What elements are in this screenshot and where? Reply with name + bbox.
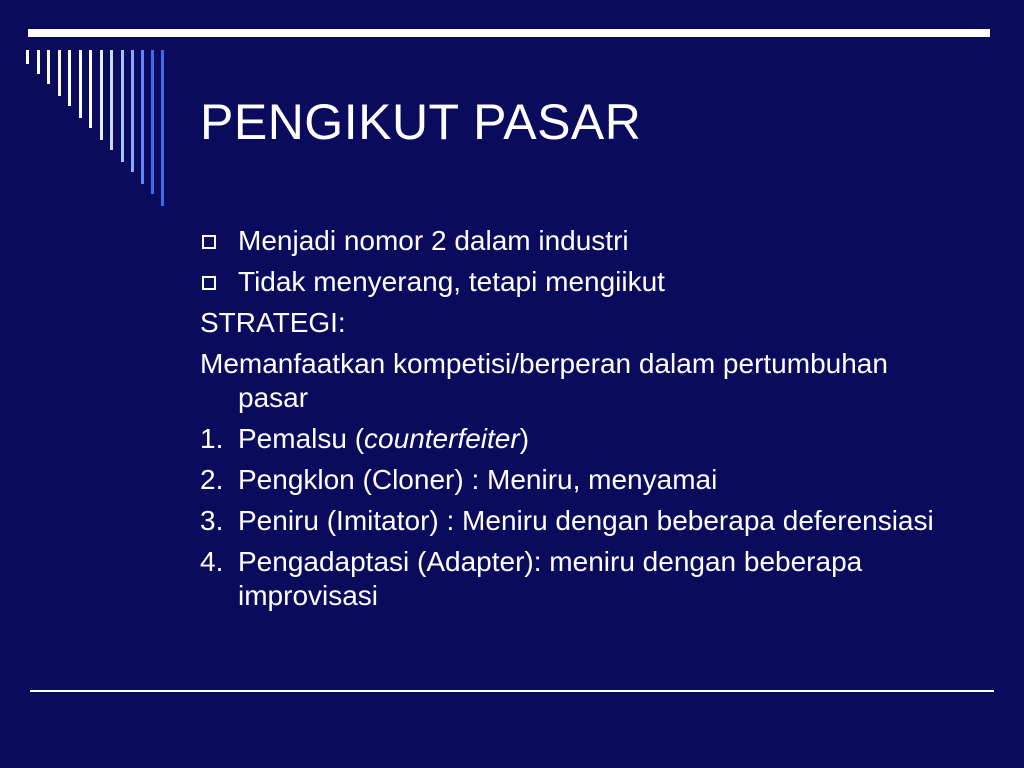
item-number: 4. (200, 546, 224, 577)
stripe (100, 50, 103, 140)
slide-body (200, 224, 940, 620)
item-text: Pengadaptasi (Adapter): meniru dengan beberapa improvisasi (238, 546, 863, 611)
slide-title: PENGIKUT PASAR (200, 94, 642, 150)
decorative-stripes (0, 0, 180, 210)
stripe (26, 50, 29, 64)
bottom-divider-line (30, 690, 994, 692)
numbered-item (200, 463, 940, 497)
bullet-text: Tidak menyerang, tetapi mengiikut (238, 266, 665, 297)
bullet-item (200, 265, 940, 299)
numbered-item (200, 504, 940, 538)
item-text: Pengklon (Cloner) : Meniru, menyamai (238, 464, 718, 495)
stripe (58, 50, 61, 96)
stripe (141, 50, 144, 184)
stripe (161, 50, 164, 206)
bullet-item (200, 224, 940, 258)
hollow-square-bullet-icon (202, 235, 216, 249)
strategy-heading: STRATEGI: (200, 307, 346, 338)
stripe (37, 50, 40, 74)
stripe (89, 50, 92, 128)
item-italic-text: counterfeiter (364, 423, 520, 454)
numbered-item (200, 545, 940, 613)
item-number: 3. (200, 505, 224, 536)
hollow-square-bullet-icon (202, 276, 216, 290)
strategy-text: Memanfaatkan kompetisi/berperan dalam pertumbuhan pasar (200, 348, 888, 413)
item-text-end: ) (519, 423, 530, 454)
stripe (110, 50, 113, 150)
stripe (79, 50, 82, 118)
stripe (68, 50, 71, 106)
item-text: Pemalsu ( (238, 423, 365, 454)
numbered-item (200, 422, 940, 456)
item-number: 1. (200, 423, 224, 454)
stripe (47, 50, 50, 84)
bullet-text: Menjadi nomor 2 dalam industri (238, 225, 629, 256)
stripe (131, 50, 134, 172)
stripe (151, 50, 154, 194)
item-number: 2. (200, 464, 224, 495)
item-text: Peniru (Imitator) : Meniru dengan beberapa deferensiasi (238, 505, 934, 536)
stripe (121, 50, 124, 162)
